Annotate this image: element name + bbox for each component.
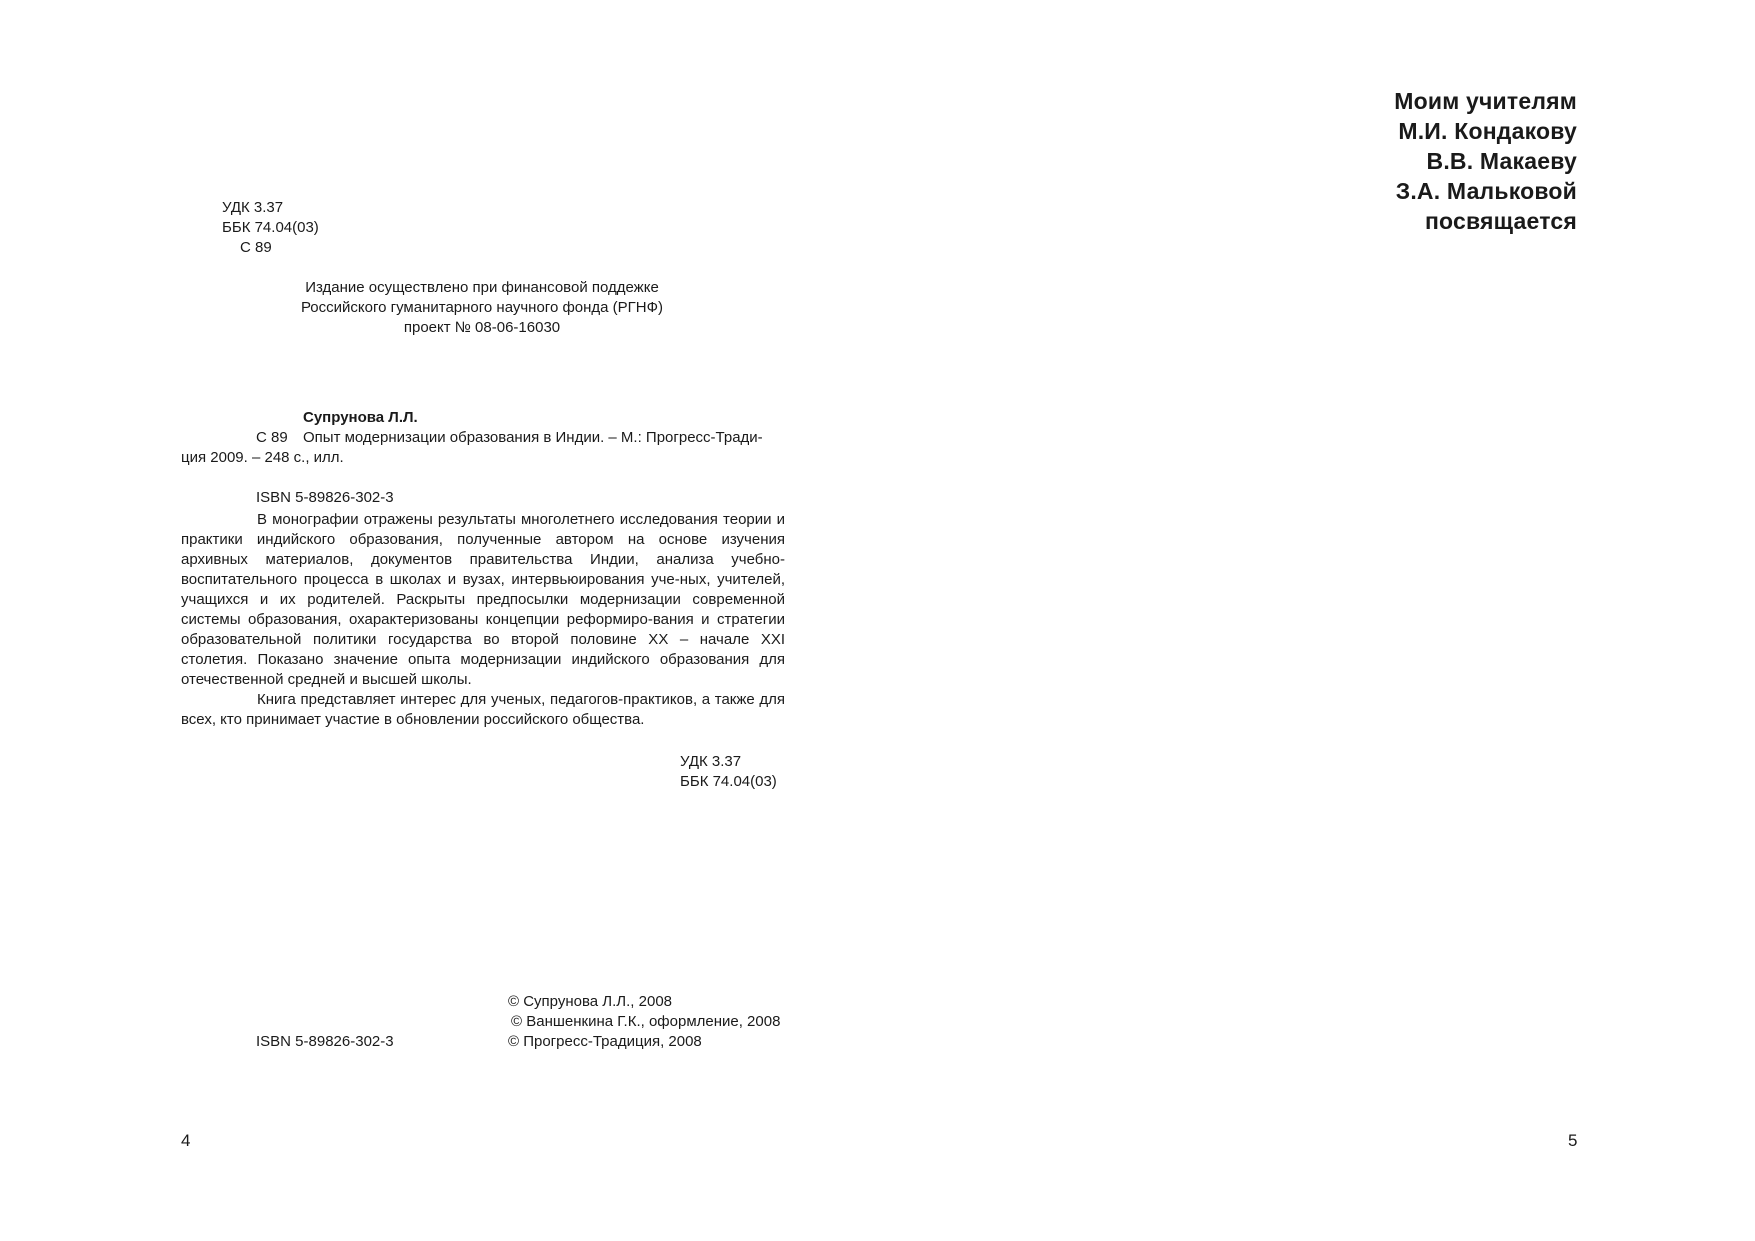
- imprint-isbn: ISBN 5-89826-302-3: [256, 1033, 394, 1050]
- copyright-author: © Супрунова Л.Л., 2008: [508, 993, 673, 1010]
- left-page: [0, 0, 877, 1241]
- catalog-abstract: [181, 510, 785, 730]
- catalog-author: Супрунова Л.Л.: [303, 409, 418, 426]
- copyright-design: © Ваншенкина Г.К., оформление, 2008: [511, 1013, 781, 1030]
- page-number-left: 4: [181, 1131, 191, 1150]
- catalog-isbn: ISBN 5-89826-302-3: [256, 489, 394, 506]
- catalog-title-line2: ция 2009. – 248 с., илл.: [181, 449, 344, 466]
- dedication-line3: В.В. Макаеву: [1426, 148, 1577, 174]
- author-sign: С 89: [240, 239, 272, 256]
- abstract-paragraph-1: В монографии отражены результаты многолетнего исследования теории и практики индийского образования, полученные автором на основе изучения архивных материалов, документов правительства Индии, анализа учебно-воспитательного процесса в школах и вузах, интервьюирования уче-ных, учителей, учащихся и их родителей. Раскрыты предпосылки модернизации современной системы образования, охарактеризованы концепции реформиро-вания и стратегии образовательной политики государства во второй половине XX – начале XXI столетия. Показано значение опыта модернизации индийского образования для отечественной средней и высшей школы.: [181, 511, 785, 688]
- catalog-title-line1: Опыт модернизации образования в Индии. – М.: Прогресс-Тради-: [303, 429, 763, 446]
- catalog-udk: УДК 3.37: [680, 753, 742, 770]
- catalog-bbk: ББК 74.04(03): [680, 773, 777, 790]
- dedication: [1394, 86, 1577, 236]
- abstract-paragraph-2: Книга представляет интерес для ученых, педагогов-практиков, а также для всех, кто принимает участие в обновлении российского общества.: [181, 691, 785, 728]
- dedication-line2: М.И. Кондакову: [1398, 118, 1577, 144]
- right-page: [878, 0, 1755, 1241]
- copyright-publisher: © Прогресс-Традиция, 2008: [508, 1033, 702, 1050]
- funding-note-line3: проект № 08-06-16030: [403, 319, 561, 336]
- dedication-line1: Моим учителям: [1394, 88, 1577, 114]
- dedication-line4: З.А. Мальковой: [1395, 178, 1577, 204]
- dedication-line5: посвящается: [1424, 208, 1577, 234]
- page-number-right: 5: [1568, 1131, 1578, 1150]
- funding-note-line2: Российского гуманитарного научного фонда (РГНФ): [300, 299, 664, 316]
- bbk-code: ББК 74.04(03): [222, 219, 319, 236]
- udk-code: УДК 3.37: [222, 199, 284, 216]
- catalog-sign: С 89: [256, 429, 288, 446]
- funding-note-line1: Издание осуществлено при финансовой поддежке: [305, 279, 659, 296]
